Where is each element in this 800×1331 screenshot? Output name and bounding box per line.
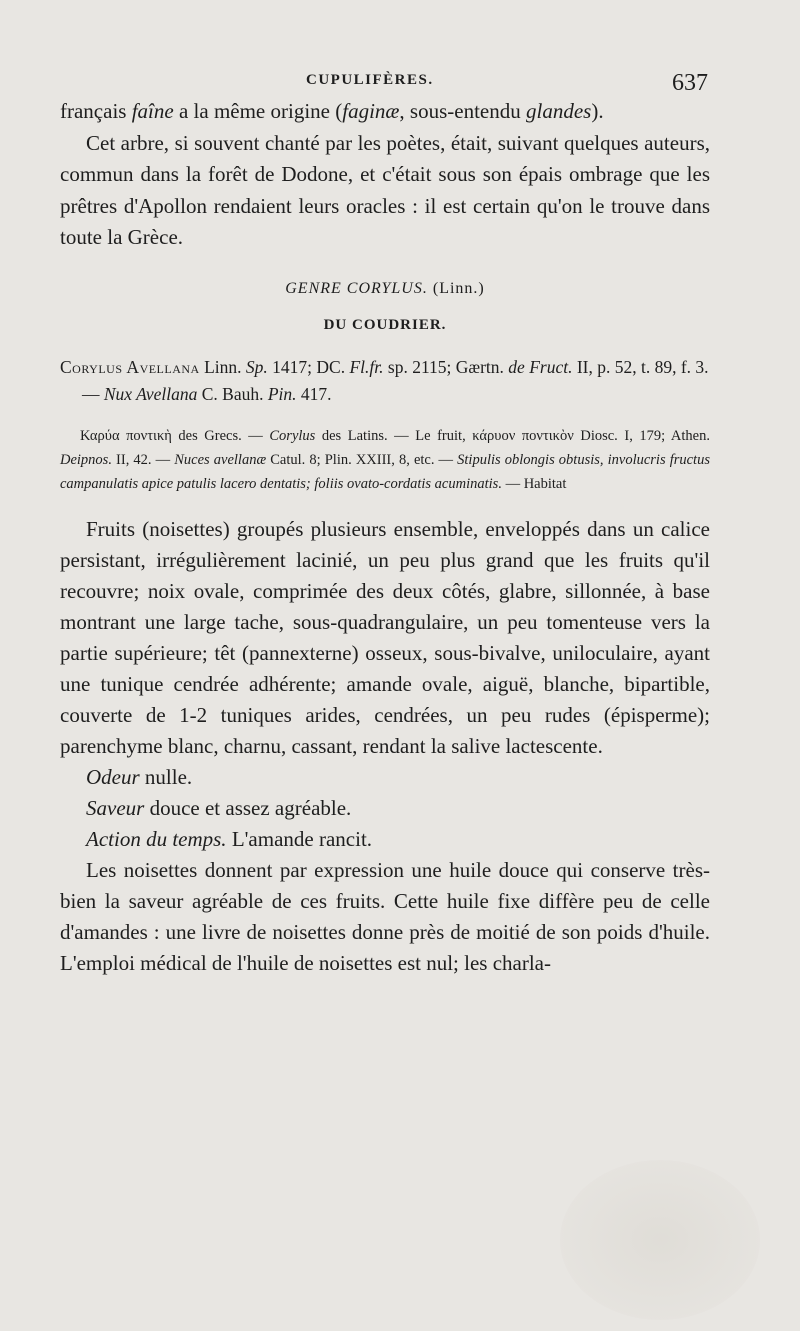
genus-heading	[60, 274, 710, 304]
text-run: a la même origine (	[173, 99, 343, 123]
text-run: II, 42. —	[111, 451, 175, 468]
text-run: — Habitat	[501, 475, 567, 492]
synonymy-notes	[60, 424, 710, 496]
property-label: Odeur	[86, 764, 140, 789]
property-action-du-temps	[60, 824, 710, 855]
genus-authority: (Linn.)	[432, 279, 485, 297]
text-run: sp. 2115; Gærtn.	[383, 356, 509, 377]
running-head: CUPULIFÈRES.	[306, 72, 434, 88]
italic-run: Sp.	[245, 356, 268, 377]
italic-run: Deipnos.	[60, 451, 112, 468]
text-run: C. Bauh.	[197, 383, 268, 404]
page-number: 637	[672, 70, 708, 96]
italic-run: Pin.	[267, 383, 297, 404]
text-run: 417.	[296, 383, 332, 404]
property-odeur	[60, 762, 710, 793]
italic-run: Fl.fr.	[349, 356, 384, 377]
genus-name: GENRE CORYLUS.	[285, 279, 428, 297]
italic-run: Stipulis oblongis obtusis, involucris fructus campanulatis apice patulis lacero dentatis; foliis ovato-cordatis acuminatis.	[60, 451, 710, 492]
italic-run: Corylus	[269, 427, 316, 444]
italic-run: Nuces avellanæ	[174, 451, 267, 468]
page-content	[60, 96, 710, 979]
property-label: Action du temps.	[86, 826, 227, 851]
text-run: ).	[591, 99, 604, 123]
property-value: nulle.	[139, 764, 193, 789]
property-value: L'amande rancit.	[226, 826, 373, 851]
text-run: II, p. 52, t. 89, f. 3. —	[82, 356, 709, 404]
text-run: Linn.	[199, 356, 246, 377]
family-heading: DU COUDRIER.	[323, 316, 447, 333]
text-run: Catul. 8; Plin. XXIII, 8, etc. —	[266, 451, 458, 468]
paper-stain	[560, 1160, 760, 1320]
continuation-text	[60, 96, 710, 128]
species-name: Corylus Avellana	[60, 356, 200, 377]
text-run: , sous-entendu	[399, 99, 526, 123]
text-run: français	[60, 99, 132, 123]
italic-run: Nux Avellana	[103, 383, 198, 404]
intro-paragraph: Cet arbre, si souvent chanté par les poètes, était, suivant quelques auteurs, commun dans la forêt de Dodone, et c'était sous son épais ombrage que les prêtres d'Apollon rendaient leurs oracles : il est certain qu'on le trouve dans toute la Grèce.	[60, 130, 710, 249]
italic-run: faîne	[131, 99, 174, 123]
property-label: Saveur	[86, 795, 145, 820]
synonymy-entry	[60, 354, 710, 408]
property-saveur	[60, 793, 710, 824]
fruit-description: Fruits (noisettes) groupés plusieurs ensemble, enveloppés dans un calice persistant, irrégulièrement lacinié, un peu plus grand que les fruits qu'il recouvre; noix ovale, comprimée des deux côtés, glabre, sillonnée, à base montrant une large tache, sous-quadrangulaire, un peu tomenteuse vers la partie supérieure; têt (pannexterne) osseux, sous-bivalve, uniloculaire, ayant une tunique cendrée adhérente; amande ovale, aiguë, blanche, bipartible, couverte de 1-2 tuniques arides, cendrées, un peu rudes (épisperme); parenchyme blanc, charnu, cassant, rendant la salive lactescente.	[60, 516, 710, 758]
italic-run: glandes	[526, 99, 592, 123]
text-run: Καρύα ποντικὴ des Grecs. —	[80, 427, 270, 444]
text-run: des Latins. — Le fruit, κάρυον ποντικὸν Diosc. I, 179; Athen.	[315, 427, 710, 444]
property-value: douce et assez agréable.	[144, 795, 352, 820]
italic-run: de Fruct.	[508, 356, 573, 377]
closing-paragraph: Les noisettes donnent par expression une huile douce qui conserve très-bien la saveur agréable de ces fruits. Cette huile fixe diffère peu de celle d'amandes : une livre de noisettes donne près de moitié de son poids d'huile. L'emploi médical de l'huile de noisettes est nul; les charla-	[60, 857, 710, 975]
italic-run: faginæ	[342, 99, 400, 123]
text-run: 1417; DC.	[267, 356, 350, 377]
